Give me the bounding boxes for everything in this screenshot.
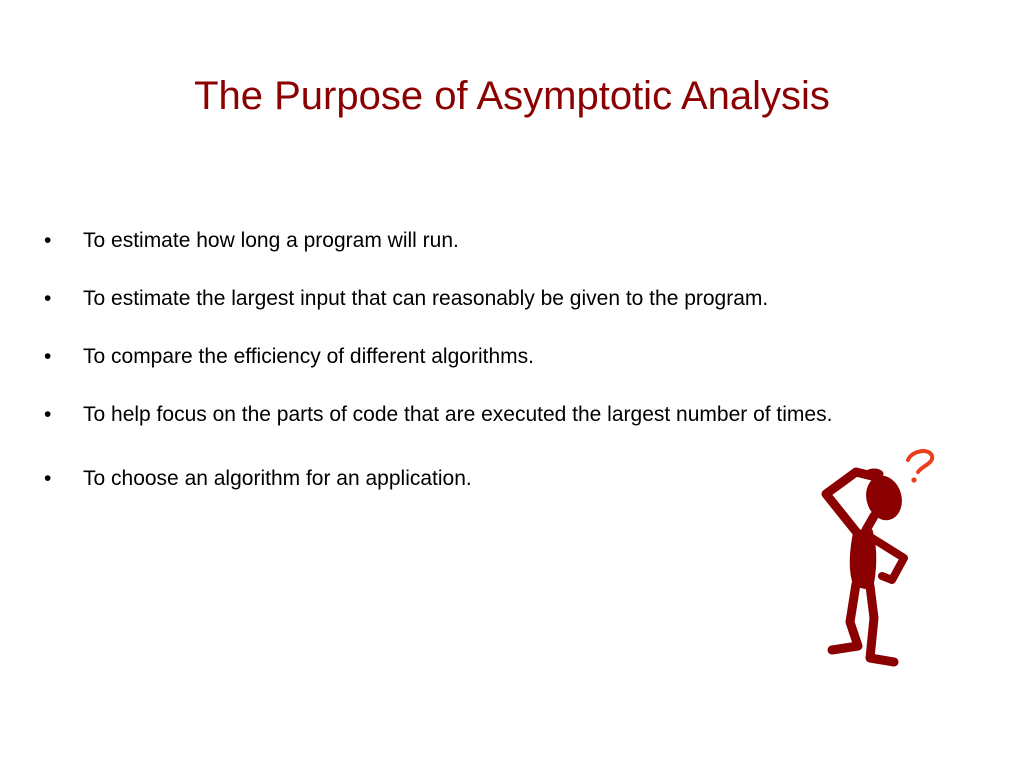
- bullet-text: To estimate the largest input that can reasonably be given to the program.: [83, 287, 769, 310]
- bullet-text: To choose an algorithm for an application.: [83, 467, 472, 490]
- bullet-text: To help focus on the parts of code that are executed the largest number of times.: [83, 403, 833, 426]
- thinking-person-icon: [812, 446, 942, 676]
- bullet-icon: •: [44, 229, 52, 252]
- bullet-icon: •: [44, 403, 52, 426]
- bullet-text: To compare the efficiency of different algorithms.: [83, 345, 534, 368]
- person-shape: [826, 469, 906, 662]
- question-mark-icon: [908, 451, 932, 483]
- bullet-icon: •: [44, 287, 52, 310]
- bullet-text: To estimate how long a program will run.: [83, 229, 459, 252]
- slide-title: The Purpose of Asymptotic Analysis: [194, 74, 830, 118]
- bullet-icon: •: [44, 345, 52, 368]
- bullet-icon: •: [44, 467, 52, 490]
